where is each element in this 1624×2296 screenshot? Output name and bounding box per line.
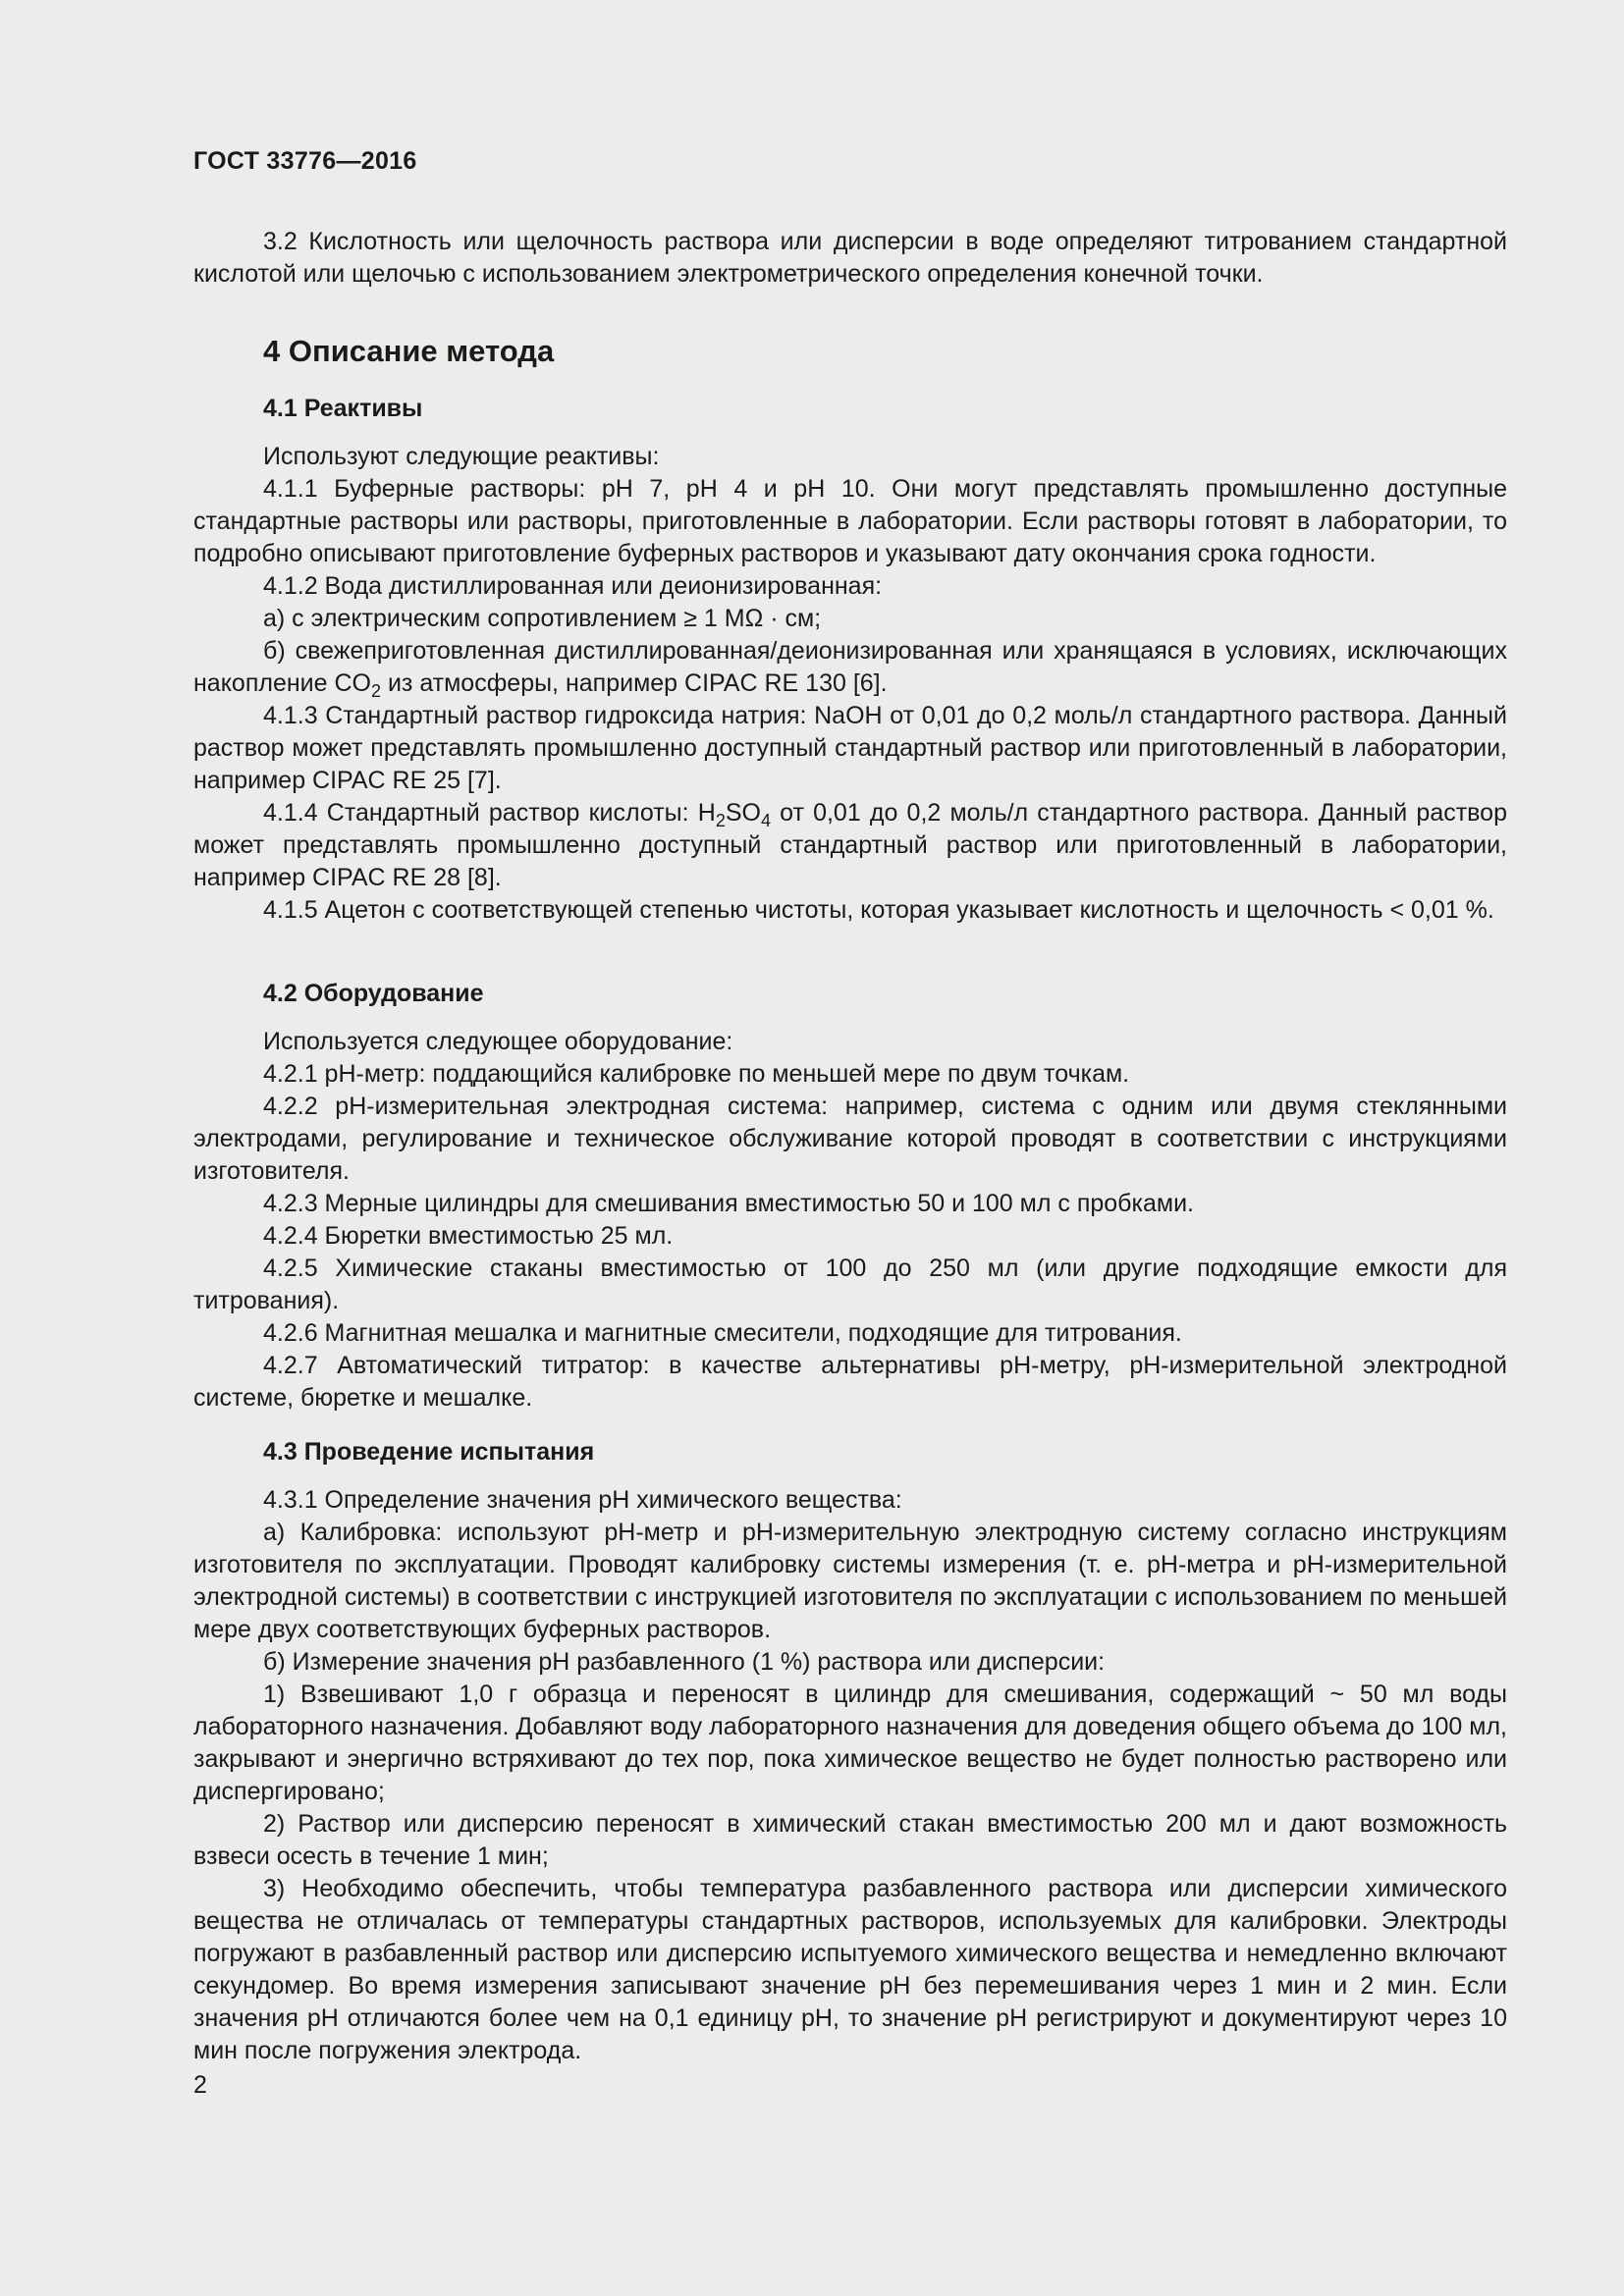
paragraph-4-2-1: 4.2.1 pH-метр: поддающийся калибровке по меньшей мере по двум точкам. bbox=[263, 1060, 1130, 1088]
paragraph: Используют следующие реактивы: bbox=[263, 443, 660, 470]
paragraph-3-2: 3.2 Кислотность или щелочность раствора или дисперсии в воде определяют титрованием стандартной кислотой или щелочью с использованием электрометрического определения конечной точки. bbox=[193, 228, 1507, 288]
section-4-1-title: 4.1 Реактивы bbox=[263, 395, 423, 422]
paragraph-4-2-4: 4.2.4 Бюретки вместимостью 25 мл. bbox=[263, 1222, 674, 1250]
paragraph-4-2-3: 4.2.3 Мерные цилиндры для смешивания вместимостью 50 и 100 мл с пробками. bbox=[263, 1190, 1194, 1217]
section-4-2-body bbox=[193, 1026, 1507, 1415]
paragraph-4-1-2: 4.1.2 Вода дистиллированная или деионизированная: bbox=[263, 572, 883, 600]
paragraph-4-3-1-b-2: 2) Раствор или дисперсию переносят в химический стакан вместимостью 200 мл и дают возможность взвеси осесть в течение 1 мин; bbox=[193, 1810, 1507, 1870]
paragraph: Используется следующее оборудование: bbox=[263, 1028, 733, 1055]
section-4-3-body bbox=[193, 1484, 1507, 2067]
page-number: 2 bbox=[193, 2071, 207, 2099]
paragraph-4-1-5: 4.1.5 Ацетон с соответствующей степенью чистоты, которая указывает кислотность и щелочность < 0,01 %. bbox=[263, 896, 1494, 924]
paragraph-4-1-1: 4.1.1 Буферные растворы: pH 7, pH 4 и pH 10. Они могут представлять промышленно доступные стандартные растворы или растворы, приготовленные в лаборатории. Если растворы готовят в лаборатории, то подробно описывают приготовление буферных растворов и указывают дату окончания срока годности. bbox=[193, 475, 1507, 567]
paragraph-4-2-5: 4.2.5 Химические стаканы вместимостью от 100 до 250 мл (или другие подходящие емкости для титрования). bbox=[193, 1255, 1507, 1314]
section-4-title: 4 Описание метода bbox=[263, 334, 555, 368]
section-4-2-title: 4.2 Оборудование bbox=[263, 980, 484, 1007]
section-4-1-body bbox=[193, 441, 1507, 927]
paragraph-4-1-4: 4.1.4 Стандартный раствор кислоты: $H_2SO_4$ от 0,01 до 0,2 моль/л стандартного раствора. Данный раствор может представлять промышленно доступный стандартный раствор или приготовленный в лаборатории, например CIPAC RE 28 [8]. bbox=[193, 799, 1507, 891]
section-4-3-title: 4.3 Проведение испытания bbox=[263, 1438, 595, 1466]
paragraph-4-2-7: 4.2.7 Автоматический титратор: в качестве альтернативы pH-метру, pH-измерительной электродной системе, бюретке и мешалке. bbox=[193, 1352, 1507, 1412]
paragraph-4-3-1-b-1: 1) Взвешивают 1,0 г образца и переносят в цилиндр для смешивания, содержащий ~ 50 мл воды лабораторного назначения. Добавляют воду лабораторного назначения для доведения общего объема до 100 мл, закрывают и энергично встряхивают до тех пор, пока химическое вещество не будет полностью растворено или диспергировано; bbox=[193, 1681, 1507, 1805]
paragraph-4-1-3: 4.1.3 Стандартный раствор гидроксида натрия: NaOH от 0,01 до 0,2 моль/л стандартного раствора. Данный раствор может представлять промышленно доступный стандартный раствор или приготовленный в лаборатории, например CIPAC RE 25 [7]. bbox=[193, 702, 1507, 794]
paragraph-4-3-1-b: б) Измерение значения pH разбавленного (1 %) раствора или дисперсии: bbox=[263, 1648, 1106, 1676]
document-header: ГОСТ 33776—2016 bbox=[193, 147, 417, 175]
paragraph-4-1-2-a: а) с электрическим сопротивлением ≥ 1 MΩ · см; bbox=[263, 605, 822, 632]
paragraph-4-1-2-b: б) свежеприготовленная дистиллированная/деионизированная или хранящаяся в условиях, исключающих накопление $CO_2$ из атмосферы, например CIPAC RE 130 [6]. bbox=[193, 637, 1507, 701]
paragraph-4-2-2: 4.2.2 pH-измерительная электродная система: например, система с одним или двумя стеклянными электродами, регулирование и техническое обслуживание которой проводят в соответствии с инструкциями изготовителя. bbox=[193, 1093, 1507, 1185]
paragraph-4-3-1: 4.3.1 Определение значения pH химического вещества: bbox=[263, 1486, 902, 1514]
paragraph-4-2-6: 4.2.6 Магнитная мешалка и магнитные смесители, подходящие для титрования. bbox=[263, 1319, 1182, 1347]
paragraph-4-3-1-b-3: 3) Необходимо обеспечить, чтобы температура разбавленного раствора или дисперсии химического вещества не отличалась от температуры стандартных растворов, используемых для калибровки. Электроды погружают в разбавленный раствор или дисперсию испытуемого химического вещества и немедленно включают секундомер. Во время измерения записывают значение pH без перемешивания через 1 мин и 2 мин. Если значения pH отличаются более чем на 0,1 единицу pH, то значение pH регистрируют и документируют через 10 мин после погружения электрода. bbox=[193, 1875, 1507, 2064]
paragraph-4-3-1-a: а) Калибровка: используют pH-метр и pH-измерительную электродную систему согласно инструкциям изготовителя по эксплуатации. Проводят калибровку системы измерения (т. е. pH-метра и pH-измерительной электродной системы) в соответствии с инструкцией изготовителя по эксплуатации с использованием по меньшей мере двух соответствующих буферных растворов. bbox=[193, 1519, 1507, 1643]
